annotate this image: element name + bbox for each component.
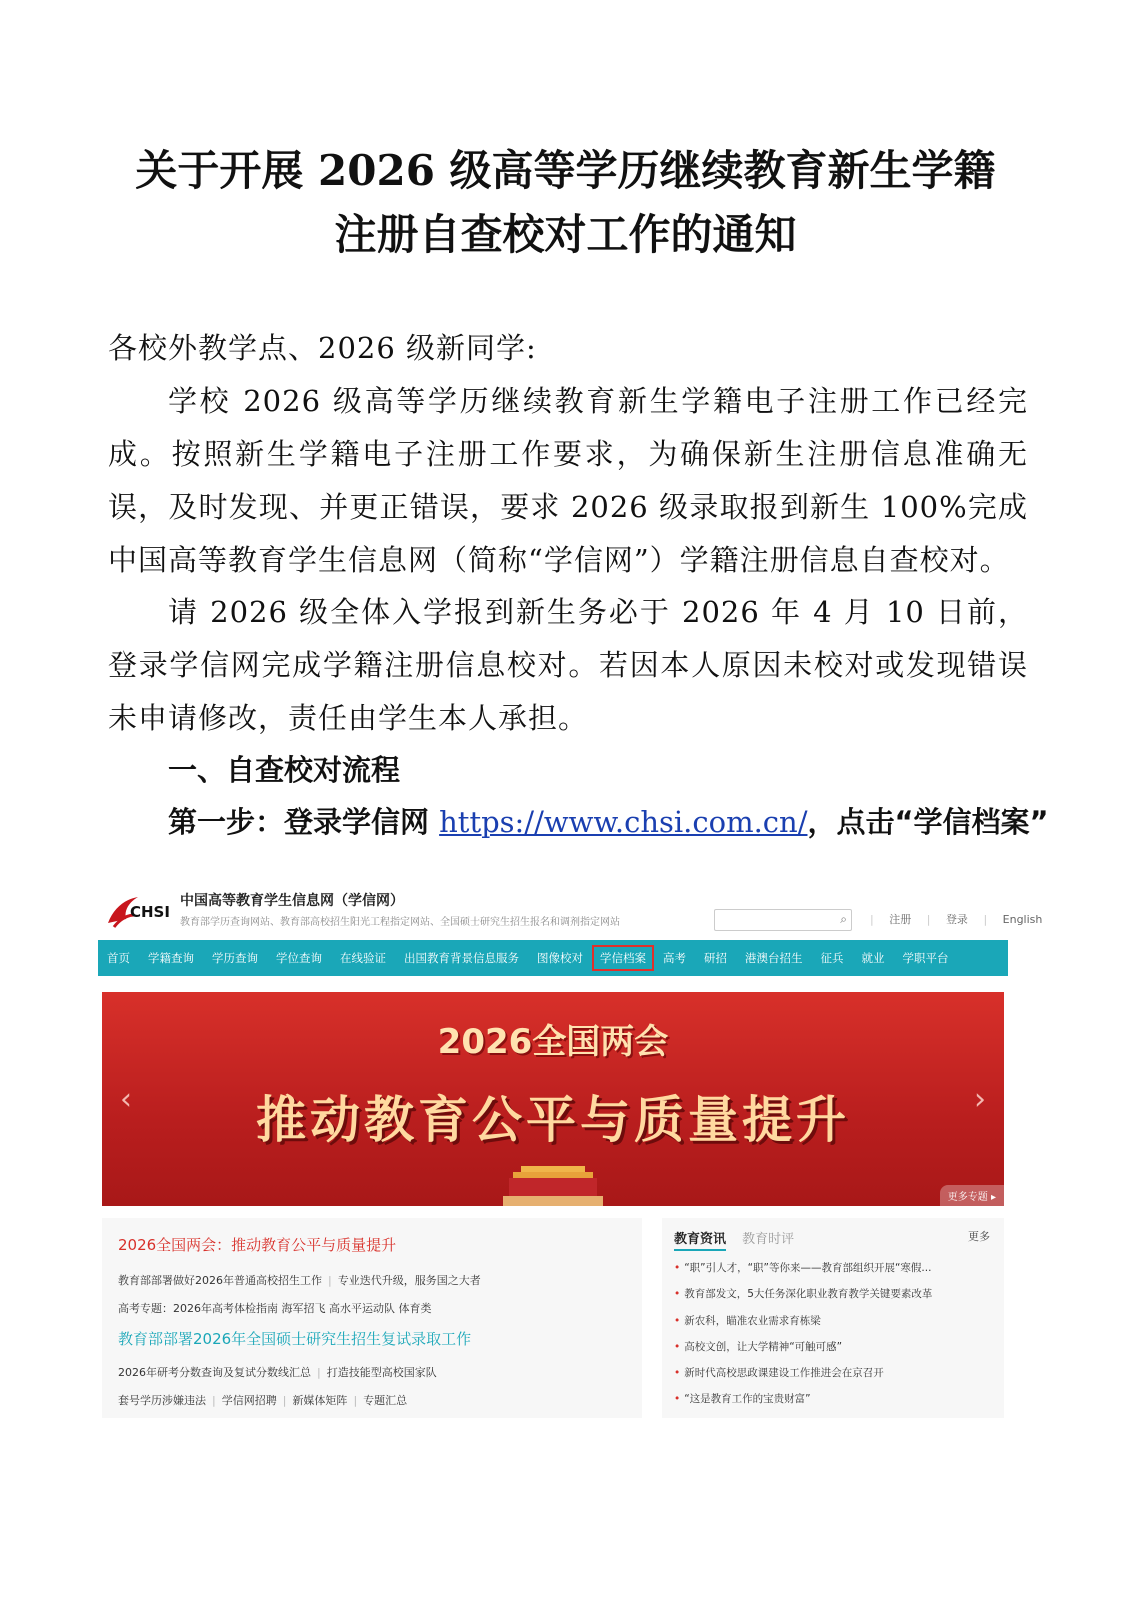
news-link[interactable]: 专业迭代升级，服务国之大者 [337,1274,481,1287]
news-tabs [674,1228,794,1247]
nav-employment[interactable]: 就业 [861,951,885,965]
paragraph-1: 学校 2026 级高等学历继续教育新生学籍电子注册工作已经完成。按照新生学籍电子注册工作要求，为确保新生注册信息准确无误，及时发现、并更正错误，要求 2026 级录取报到新生 100%完成中国高等教育学生信息网（简称“学信网”）学籍注册信息自查校对。 [108,384,1028,577]
search-icon[interactable]: ⌕ [840,912,847,926]
nav-online-verify[interactable]: 在线验证 [340,951,386,965]
nav-gaokao[interactable]: 高考 [663,951,686,965]
more-topics-button[interactable]: 更多专题 ▸ [940,1185,1004,1206]
banner-title: 推动教育公平与质量提升 [256,1091,850,1149]
section-heading-1: 一、自查校对流程 [168,753,401,787]
banner-subtitle: 2026全国两会 [437,1022,669,1062]
list-item[interactable]: • “这是教育工作的宝贵财富” [674,1393,811,1405]
chevron-left-icon[interactable]: ‹ [120,1082,132,1117]
news-link[interactable]: 教育部部署做好2026年普通高校招生工作 [118,1274,322,1287]
list-item[interactable]: • 新农科，瞄准农业需求育栋梁 [674,1315,821,1327]
bullet-icon: • [674,1393,681,1405]
list-item[interactable]: • “职”引人才，“职”等你来——教育部组织开展“寒假... [674,1262,932,1274]
salutation: 各校外教学点、2026 级新同学: [108,331,537,365]
news-row: 教育部部署做好2026年普通高校招生工作 | 专业迭代升级，服务国之大者 [118,1274,481,1287]
banner[interactable] [102,992,1004,1206]
paragraph-2: 请 2026 级全体入学报到新生务必于 2026 年 4 月 10 日前，登录学信网完成学籍注册信息校对。若因本人原因未校对或发现错误未申请修改，责任由学生本人承担。 [108,595,1028,735]
step1-line [168,796,1049,849]
list-item[interactable]: • 高校文创，让大学精神“可触可感” [674,1341,843,1353]
news-link[interactable]: 打造技能型高校国家队 [326,1366,437,1379]
news-link[interactable]: 套号学历涉嫌违法 [118,1394,206,1407]
bullet-icon: • [674,1262,681,1274]
english-link[interactable]: English [1002,913,1043,926]
more-link[interactable]: 更多 [968,1230,990,1243]
headline2-link[interactable]: 教育部部署2026年全国硕士研究生招生复试录取工作 [118,1330,472,1348]
doc-title-line2: 注册自查校对工作的通知 [334,210,797,259]
bullet-icon: • [674,1341,681,1353]
site-name: 中国高等教育学生信息网（学信网） [180,893,404,909]
chevron-right-icon[interactable]: › [974,1082,986,1117]
chsi-link[interactable]: https://www.chsi.com.cn/ [439,805,808,839]
nav-yanzhao[interactable]: 研招 [704,951,727,965]
list-item[interactable]: • 新时代高校思政课建设工作推进会在京召开 [674,1367,884,1379]
news-link[interactable]: 专题汇总 [363,1394,408,1407]
bullet-icon: • [674,1367,681,1379]
news-row: 2026年研考分数查询及复试分数线汇总 | 打造技能型高校国家队 [118,1366,437,1379]
news-link[interactable]: 学信网招聘 [221,1394,277,1407]
step1-prefix: 第一步：登录学信网 [168,805,440,839]
search-input[interactable] [714,909,852,931]
news-link[interactable]: 2026年研考分数查询及复试分数线汇总 [118,1366,311,1379]
tab-education-news[interactable]: 教育资讯 [674,1232,726,1251]
nav-xuexin-archive[interactable]: 学信档案 [592,945,654,971]
bullet-icon: • [674,1288,681,1300]
nav-image-check[interactable]: 图像校对 [537,951,583,965]
bullet-icon: • [674,1315,681,1327]
chsi-screenshot [100,885,1043,1440]
tab-education-commentary[interactable]: 教育时评 [742,1232,795,1247]
news-left-panel [102,1218,642,1418]
nav-degree-query[interactable]: 学位查询 [276,951,322,965]
top-links: | 注册 | 登录 | English [870,913,1043,926]
logo-text: CHSI [130,903,170,921]
headline-link[interactable]: 2026全国两会：推动教育公平与质量提升 [118,1236,397,1254]
login-link[interactable]: 登录 [945,913,968,926]
nav-student-status[interactable]: 学籍查询 [148,951,194,965]
news-link[interactable]: 高考专题：2026年高考体检指南 海军招飞 高水平运动队 体育类 [118,1302,432,1315]
site-subtitle: 教育部学历查询网站、教育部高校招生阳光工程指定网站、全国硕士研究生招生报名和调剂指定网站 [180,917,620,928]
nav-home[interactable]: 首页 [107,951,130,965]
list-item[interactable]: • 教育部发文，5大任务深化职业教育教学关键要素改革 [674,1288,933,1300]
news-row [118,1300,431,1316]
nav-career-platform[interactable]: 学职平台 [902,951,949,965]
site-header [100,885,1043,940]
step1-suffix: ，点击“学信档案” [807,805,1049,839]
nav-conscription[interactable]: 征兵 [820,951,844,965]
tiananmen-icon [503,1158,603,1206]
news-right-panel [662,1218,1004,1418]
register-link[interactable]: 注册 [889,913,912,926]
nav-hmt[interactable]: 港澳台招生 [745,951,803,965]
news-row: 套号学历涉嫌违法 | 学信网招聘 | 新媒体矩阵 | 专题汇总 [118,1394,408,1407]
nav-degree-record[interactable]: 学历查询 [212,951,258,965]
doc-title-line1: 关于开展 2026 级高等学历继续教育新生学籍 [135,146,996,195]
news-link[interactable]: 新媒体矩阵 [292,1394,348,1407]
nav-overseas-service[interactable]: 出国教育背景信息服务 [404,951,519,965]
main-nav [98,940,1008,976]
